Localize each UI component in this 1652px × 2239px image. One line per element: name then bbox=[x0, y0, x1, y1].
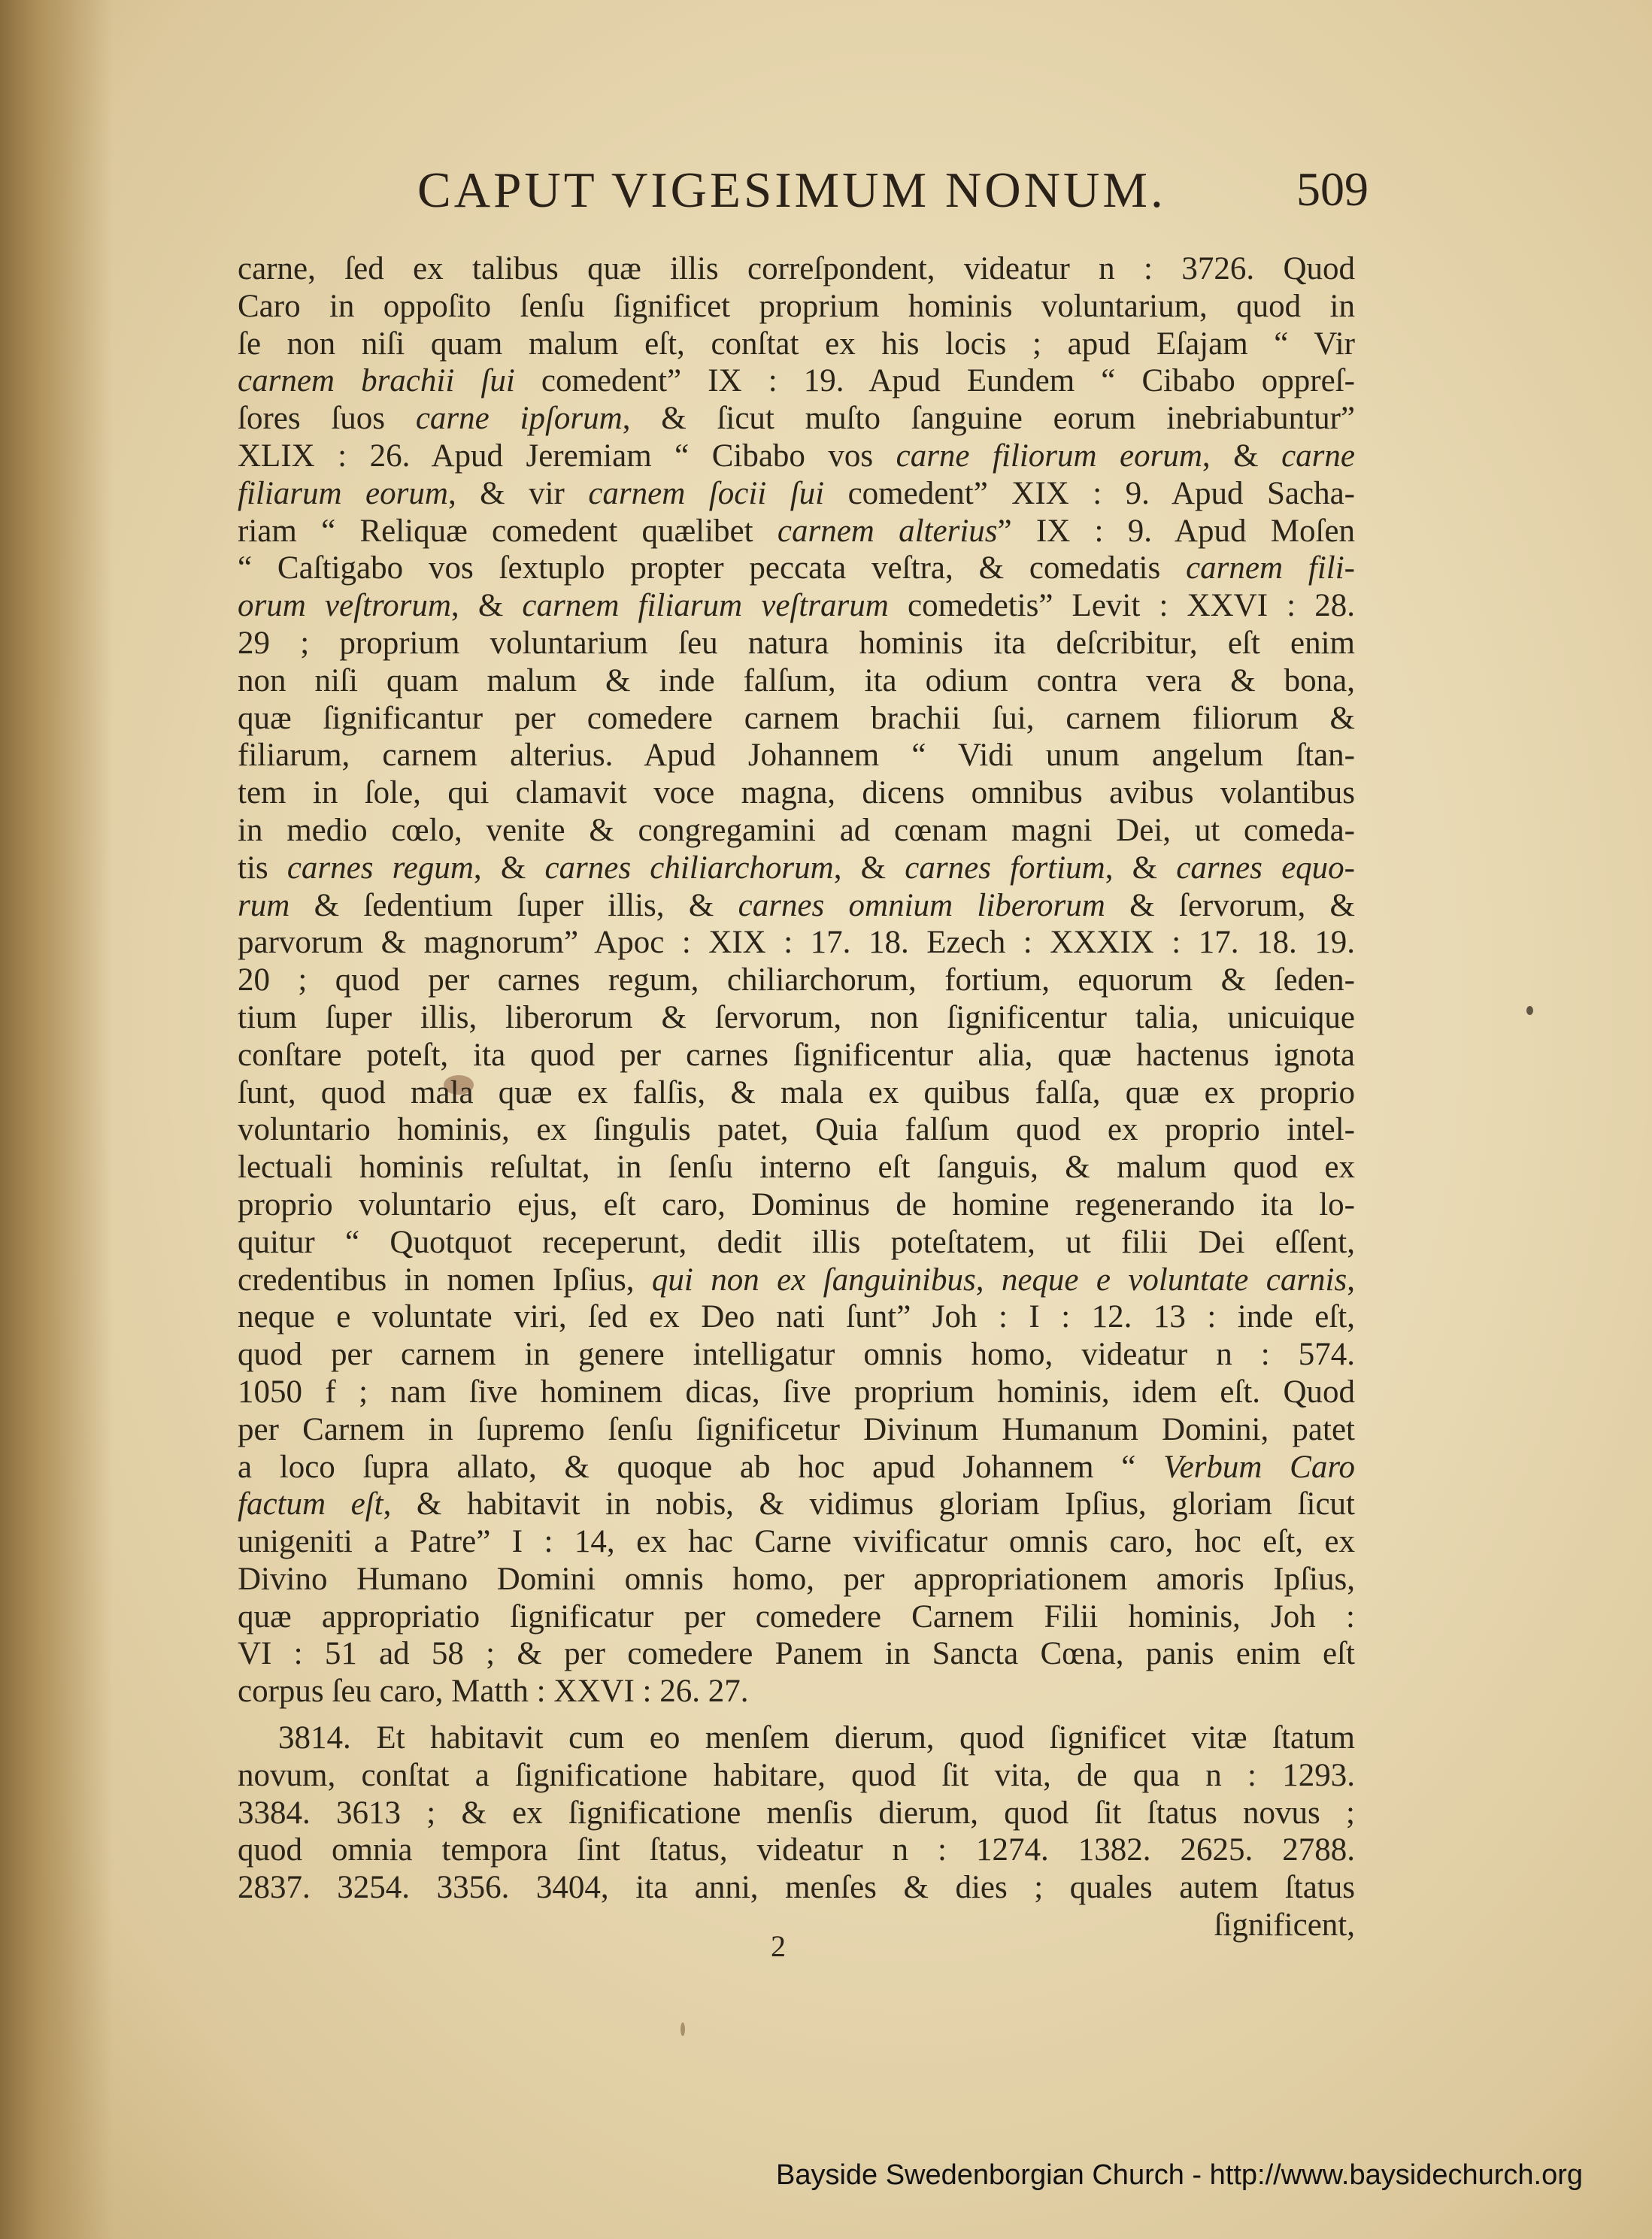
body-text bbox=[238, 250, 1355, 1944]
text-run: & ſervorum, & bbox=[1105, 887, 1356, 923]
chapter-title: CAPUT VIGESIMUM NONUM. bbox=[417, 162, 1166, 218]
text-run: lectuali hominis reſultat, in ſenſu interno eſt ſanguis, & malum quod ex bbox=[238, 1150, 1355, 1186]
italic-phrase: factum eſt bbox=[238, 1486, 383, 1522]
text-run: Divino Humano Domini omnis homo, per appropriationem amoris Ipſius, bbox=[238, 1561, 1355, 1597]
text-line bbox=[238, 1374, 1355, 1411]
page-speck bbox=[681, 2022, 685, 2036]
text-line bbox=[238, 1336, 1355, 1374]
text-line bbox=[238, 924, 1355, 962]
text-line bbox=[238, 737, 1355, 774]
text-run: proprio voluntario ejus, eſt caro, Dominus de homine regenerando ita lo- bbox=[238, 1186, 1355, 1223]
text-run: , & vir bbox=[447, 475, 589, 511]
text-run: , & bbox=[1105, 850, 1177, 886]
italic-phrase: carne filiorum eorum bbox=[896, 438, 1202, 474]
italic-phrase: carnes fortium bbox=[905, 850, 1105, 886]
text-line bbox=[238, 1561, 1355, 1598]
text-run: tem in ſole, qui clamavit voce magna, dicens omnibus avibus volantibus bbox=[238, 775, 1355, 811]
text-line bbox=[238, 962, 1355, 999]
text-line bbox=[238, 1673, 1355, 1710]
text-line bbox=[238, 1523, 1355, 1561]
text-line bbox=[238, 1635, 1355, 1673]
text-line bbox=[238, 1486, 1355, 1523]
text-run: credentibus in nomen Ipſius, bbox=[238, 1262, 652, 1298]
text-line bbox=[238, 1907, 1355, 1944]
text-line bbox=[238, 550, 1355, 587]
text-line bbox=[238, 662, 1355, 700]
text-run: tis bbox=[238, 850, 287, 886]
italic-phrase: carnes omnium liberorum bbox=[738, 887, 1105, 923]
italic-phrase: carne bbox=[1281, 438, 1355, 474]
italic-phrase: carnes regum bbox=[286, 850, 474, 886]
text-run: quod omnia tempora ſint ſtatus, videatur n : 1274. 1382. 2625. 2788. bbox=[238, 1832, 1355, 1868]
text-run: “ Caſtigabo vos ſextuplo propter peccata veſtra, & comedatis bbox=[238, 550, 1187, 586]
italic-phrase: carne ipſorum bbox=[415, 401, 623, 437]
text-line bbox=[238, 1831, 1355, 1869]
text-run: in medio cœlo, venite & congregamini ad cœnam magni Dei, ut comeda- bbox=[238, 812, 1355, 848]
text-run: , bbox=[1347, 1262, 1355, 1298]
text-line bbox=[238, 1074, 1355, 1112]
italic-phrase: carnem ſocii ſui bbox=[588, 475, 825, 511]
text-line bbox=[238, 1598, 1355, 1636]
page-speck bbox=[1526, 1006, 1533, 1015]
text-run: 3814. Et habitavit cum eo menſem dierum, quod ſignificet vitæ ſtatum bbox=[278, 1720, 1355, 1756]
italic-phrase: Verbum Caro bbox=[1163, 1449, 1355, 1485]
text-run: non niſi quam malum & inde falſum, ita odium contra vera & bona, bbox=[238, 662, 1355, 698]
text-run: ſores ſuos bbox=[238, 401, 416, 437]
text-line bbox=[238, 812, 1355, 850]
text-run: 20 ; quod per carnes regum, chiliarchorum, fortium, equorum & ſeden- bbox=[238, 962, 1355, 998]
text-line bbox=[238, 1186, 1355, 1224]
text-run: , & bbox=[833, 850, 905, 886]
italic-phrase: qui non ex ſanguinibus, neque e voluntate carnis bbox=[651, 1262, 1347, 1298]
italic-phrase: carnes equo- bbox=[1176, 850, 1355, 886]
text-line bbox=[238, 1795, 1355, 1832]
text-line bbox=[238, 700, 1355, 738]
italic-phrase: carnem filiarum veſtrarum bbox=[522, 588, 889, 624]
italic-phrase: carnes chiliarchorum bbox=[544, 850, 834, 886]
text-line bbox=[238, 288, 1355, 326]
book-gutter-shadow bbox=[0, 0, 113, 2239]
text-line bbox=[238, 1037, 1355, 1074]
text-run: carne, ſed ex talibus quæ illis correſpondent, videatur n : 3726. Quod bbox=[238, 251, 1355, 286]
text-run: riam “ Reliquæ comedent quælibet bbox=[238, 513, 778, 549]
text-run: Caro in oppoſito ſenſu ſignificet proprium hominis voluntarium, quod in bbox=[238, 288, 1355, 324]
italic-phrase: filiarum eorum bbox=[238, 475, 448, 511]
running-head bbox=[417, 162, 1369, 229]
text-run: 29 ; proprium voluntarium ſeu natura hominis ita deſcribitur, eſt enim bbox=[238, 625, 1355, 661]
text-line bbox=[238, 1111, 1355, 1149]
text-line bbox=[238, 1449, 1355, 1486]
signature-mark: 2 bbox=[771, 1929, 786, 1963]
italic-phrase: rum bbox=[238, 887, 290, 923]
text-run: & ſedentium ſuper illis, & bbox=[289, 887, 738, 923]
text-run: , & habitavit in nobis, & vidimus gloriam Ipſius, gloriam ſicut bbox=[383, 1486, 1355, 1522]
text-line bbox=[238, 999, 1355, 1037]
text-run: quæ appropriatio ſignificatur per comedere Carnem Filii hominis, Joh : bbox=[238, 1598, 1355, 1635]
text-line bbox=[238, 400, 1355, 438]
italic-phrase: carnem alterius bbox=[777, 513, 998, 549]
text-run: quod per carnem in genere intelligatur omnis homo, videatur n : 574. bbox=[238, 1337, 1355, 1373]
text-run: comedetis” Levit : XXVI : 28. bbox=[888, 588, 1355, 624]
italic-phrase: carnem brachii ſui bbox=[238, 363, 515, 399]
text-line bbox=[238, 625, 1355, 662]
text-run: , & bbox=[473, 850, 545, 886]
text-line bbox=[238, 1224, 1355, 1262]
text-line bbox=[238, 1298, 1355, 1336]
text-run: neque e voluntate viri, ſed ex Deo nati ſunt” Joh : I : 12. 13 : inde eſt, bbox=[238, 1299, 1355, 1335]
text-run: ſe non niſi quam malum eſt, conſtat ex his locis ; apud Eſajam “ Vir bbox=[238, 326, 1355, 362]
italic-phrase: carnem fili- bbox=[1186, 550, 1355, 586]
text-run: novum, conſtat a ſignificatione habitare, quod ſit vita, de qua n : 1293. bbox=[238, 1757, 1355, 1793]
text-run: unigeniti a Patre” I : 14, ex hac Carne vivificatur omnis caro, hoc eſt, ex bbox=[238, 1524, 1355, 1560]
text-run: XLIX : 26. Apud Jeremiam “ Cibabo vos bbox=[238, 438, 896, 474]
text-line bbox=[238, 1149, 1355, 1186]
text-run: a loco ſupra allato, & quoque ab hoc apud Johannem “ bbox=[238, 1449, 1164, 1485]
text-line bbox=[238, 326, 1355, 363]
text-line bbox=[238, 513, 1355, 550]
text-run: , & bbox=[450, 588, 523, 624]
footer-credit: Bayside Swedenborgian Church - http://www.baysidechurch.org bbox=[775, 2159, 1583, 2191]
text-run: quitur “ Quotquot receperunt, dedit illis poteſtatem, ut filii Dei eſſent, bbox=[238, 1224, 1355, 1260]
text-run: ſunt, quod mala quæ ex falſis, & mala ex quibus falſa, quæ ex proprio bbox=[238, 1074, 1355, 1110]
page-number: 509 bbox=[1296, 162, 1369, 216]
text-line bbox=[238, 1757, 1355, 1795]
text-run: , & ſicut muſto ſanguine eorum inebriabuntur” bbox=[622, 401, 1355, 437]
italic-phrase: orum veſtrorum bbox=[238, 588, 451, 624]
text-line bbox=[238, 1262, 1355, 1299]
text-line bbox=[238, 774, 1355, 812]
text-run: comedent” XIX : 9. Apud Sacha- bbox=[824, 475, 1356, 511]
text-run: conſtare poteſt, ita quod per carnes ſignificentur alia, quæ hactenus ignota bbox=[238, 1037, 1355, 1073]
text-line bbox=[238, 1719, 1355, 1757]
text-run: 2837. 3254. 3356. 3404, ita anni, menſes & dies ; quales autem ſtatus bbox=[238, 1870, 1355, 1906]
text-run: ” IX : 9. Apud Moſen bbox=[997, 513, 1356, 549]
text-run: per Carnem in ſupremo ſenſu ſignificetur Divinum Humanum Domini, patet bbox=[238, 1411, 1355, 1447]
text-run: parvorum & magnorum” Apoc : XIX : 17. 18. Ezech : XXXIX : 17. 18. 19. bbox=[238, 925, 1355, 961]
text-run: corpus ſeu caro, Matth : XXVI : 26. 27. bbox=[238, 1674, 749, 1710]
text-line bbox=[238, 887, 1355, 925]
text-run: tium ſuper illis, liberorum & ſervorum, non ſignificentur talia, unicuique bbox=[238, 999, 1355, 1035]
text-line bbox=[238, 587, 1355, 625]
text-line bbox=[238, 1411, 1355, 1449]
text-run: comedent” IX : 19. Apud Eundem “ Cibabo oppreſ- bbox=[514, 363, 1355, 399]
text-run: quæ ſignificantur per comedere carnem brachii ſui, carnem filiorum & bbox=[238, 700, 1355, 736]
text-run: , & bbox=[1202, 438, 1282, 474]
text-line bbox=[238, 362, 1355, 400]
text-line bbox=[238, 250, 1355, 288]
text-run: VI : 51 ad 58 ; & per comedere Panem in Sancta Cœna, panis enim eſt bbox=[238, 1636, 1355, 1672]
text-run: ſignificent, bbox=[1214, 1907, 1355, 1944]
text-run: filiarum, carnem alterius. Apud Johannem “ Vidi unum angelum ſtan- bbox=[238, 738, 1355, 774]
text-run: 1050 f ; nam ſive hominem dicas, ſive proprium hominis, idem eſt. Quod bbox=[238, 1374, 1355, 1410]
text-line bbox=[238, 1869, 1355, 1907]
text-line bbox=[238, 850, 1355, 887]
text-line bbox=[238, 438, 1355, 475]
text-run: 3384. 3613 ; & ex ſignificatione menſis dierum, quod ſit ſtatus novus ; bbox=[238, 1795, 1355, 1831]
text-line bbox=[238, 475, 1355, 513]
text-run: voluntario hominis, ex ſingulis patet, Quia falſum quod ex proprio intel- bbox=[238, 1112, 1355, 1148]
